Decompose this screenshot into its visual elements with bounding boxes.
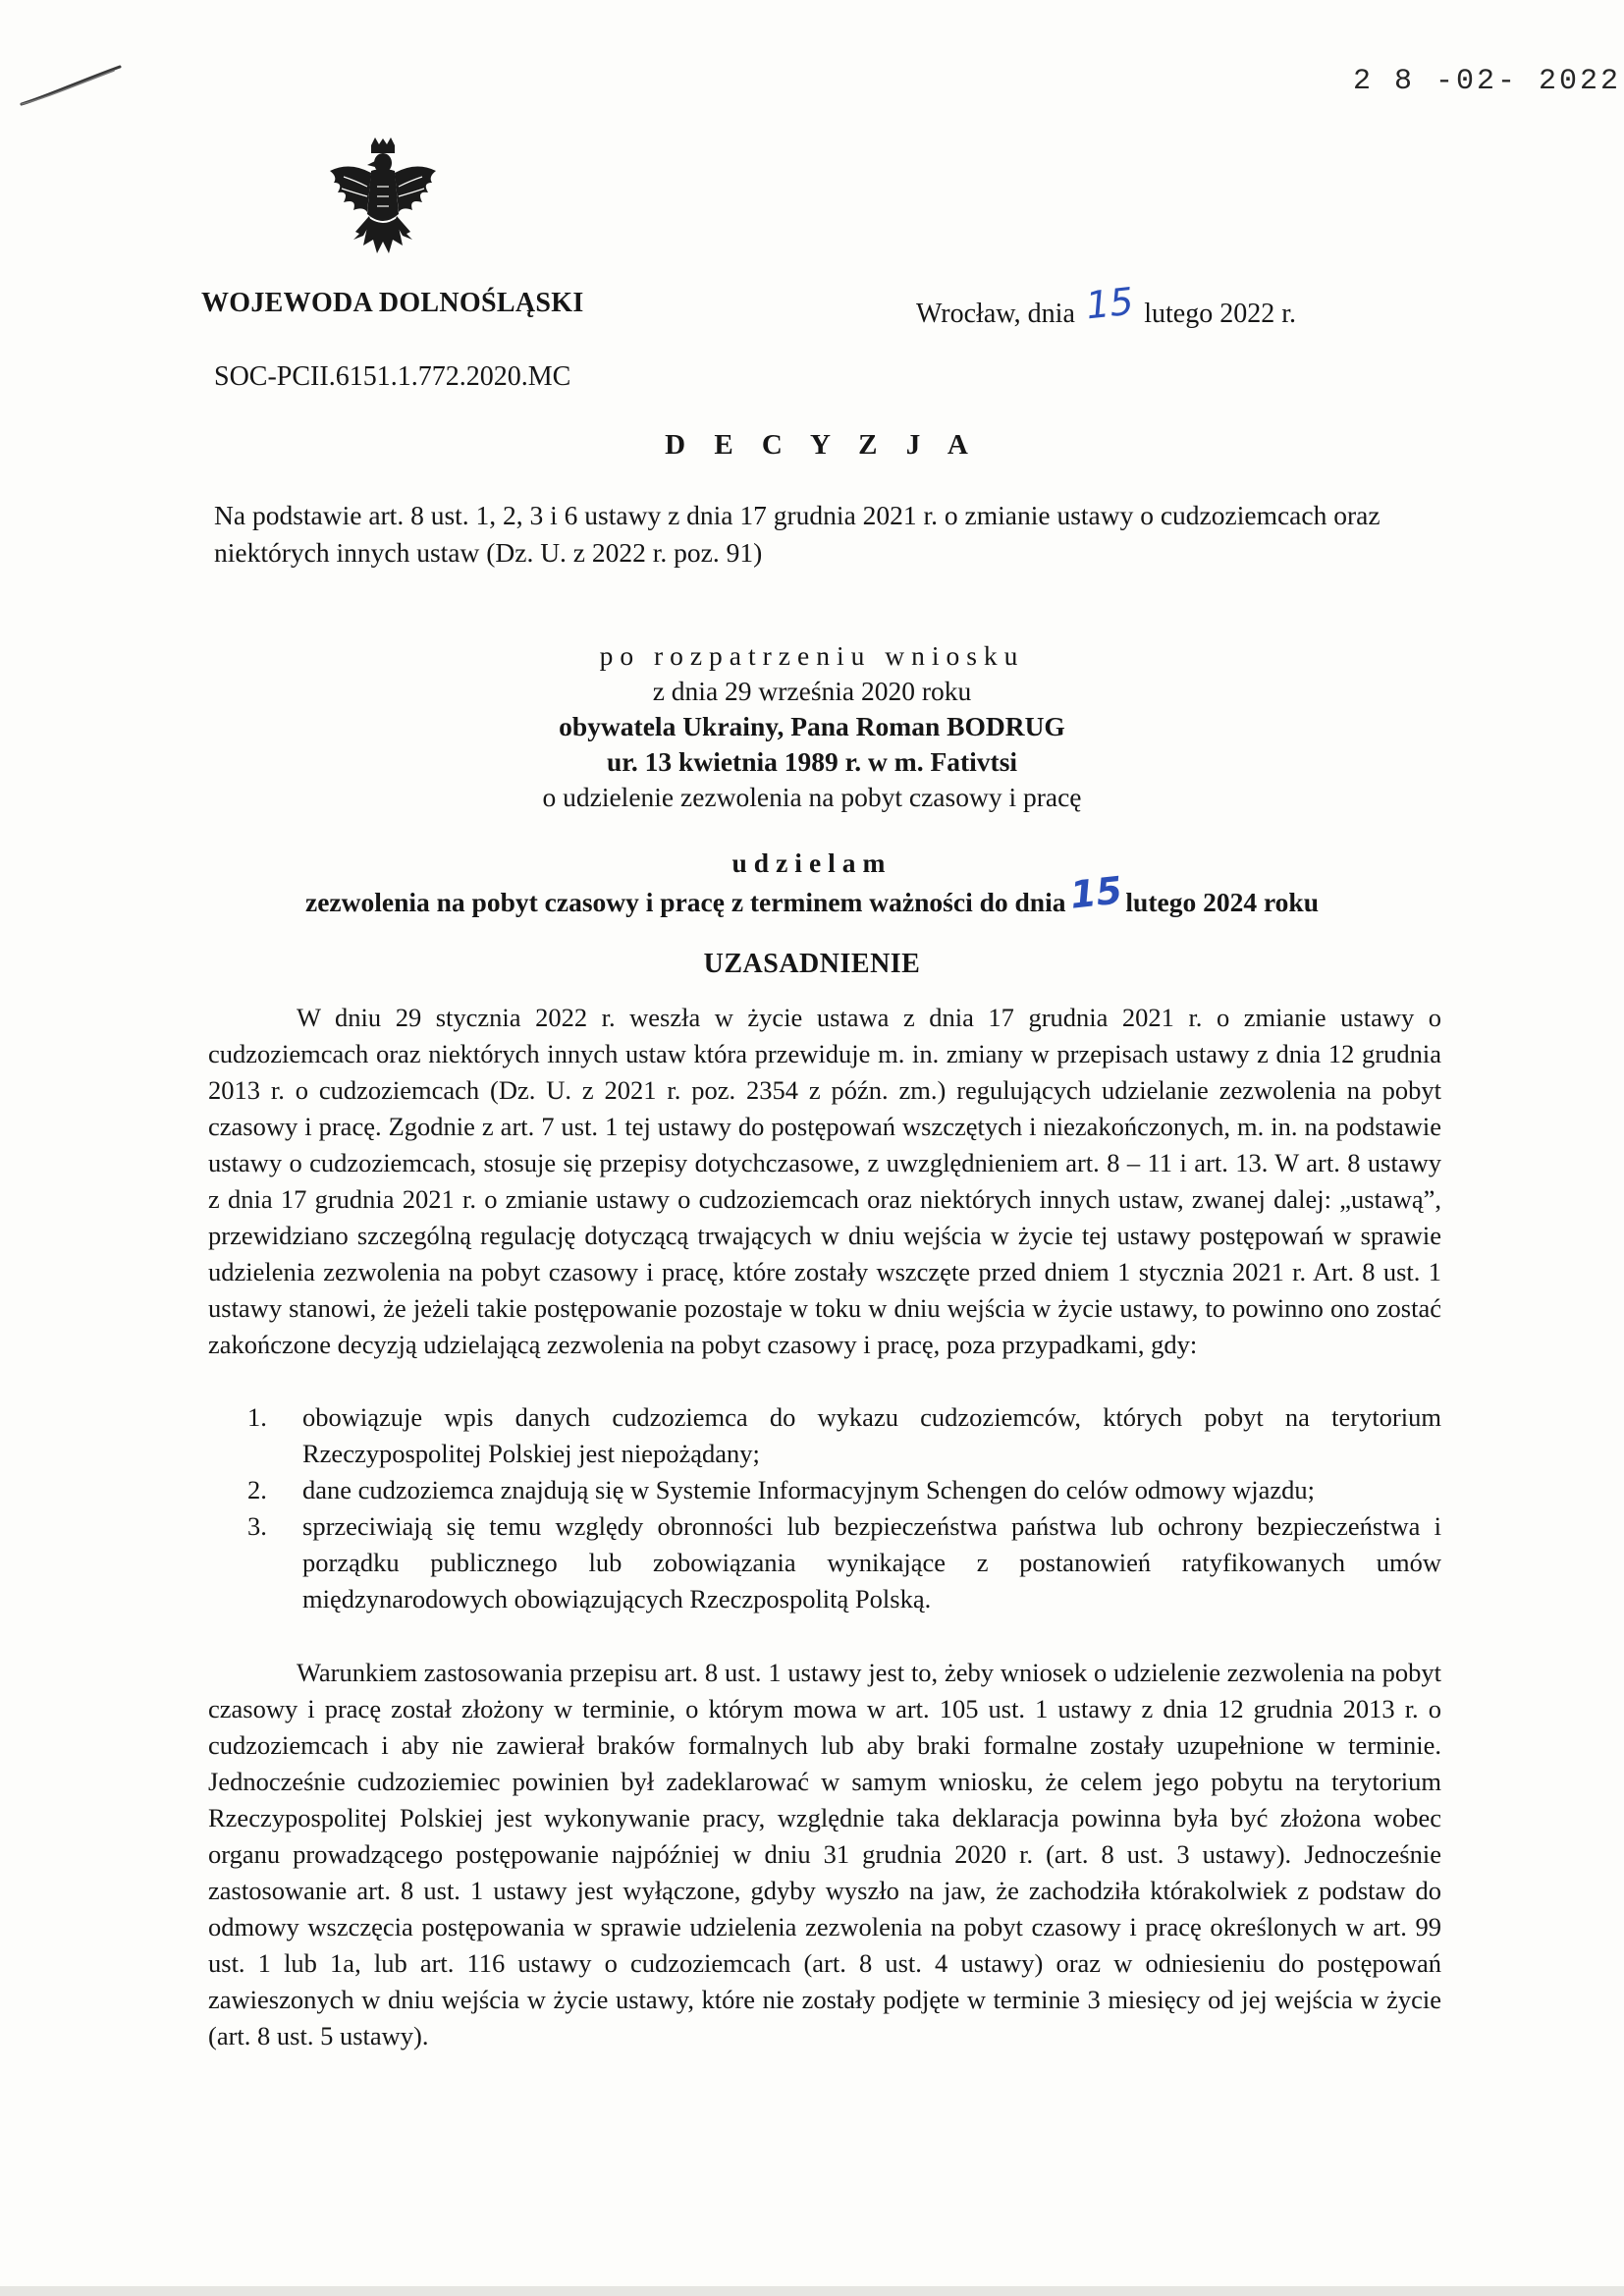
list-item-number: 1. <box>247 1402 267 1432</box>
justification-paragraph-1: W dniu 29 stycznia 2022 r. weszła w życie ustawa z dnia 17 grudnia 2021 r. o zmianie ustawy o cudzoziemcach oraz niektórych innych ustaw która przewiduje m. in. zmiany w przepisach ustawy z dnia 12 grudnia 2013 r. o cudzoziemcach (Dz. U. z 2021 r. poz. 2354 z późn. zm.) regulujących udzielanie zezwolenia na pobyt czasowy i pracę. Zgodnie z art. 7 ust. 1 tej ustawy do postępowań wszczętych i niezakończonych, m. in. na podstawie ustawy o cudzoziemcach, stosuje się przepisy dotychczasowe, z uwzględnieniem art. 8 – 11 i art. 13. W art. 8 ustawy z dnia 17 grudnia 2021 r. o zmianie ustawy o cudzoziemcach oraz niektórych innych ustaw, zwanej dalej: „ustawą”, przewidziano szczególną regulację dotyczącą trwających w dniu wejścia w życie tej ustawy postępowań w sprawie udzielenia zezwolenia na pobyt czasowy i pracę, które zostały wszczęte przed dniem 1 stycznia 2021 r. Art. 8 ust. 1 ustawy stanowi, że jeżeli takie postępowanie pozostaje w toku w dniu wejścia w życie ustawy, to powinno ono zostać zakończone decyzją udzielającą zezwolenia na pobyt czasowy i pracę, poza przypadkami, gdy: <box>208 1003 1441 1359</box>
application-block <box>0 638 1624 815</box>
eagle-emblem-icon <box>324 137 442 275</box>
received-stamp-date: 2 8 -02- 2022 <box>1353 65 1622 98</box>
list-item-text: sprzeciwiają się temu względy obronności lub bezpieczeństwa państwa lub ochrony bezpieczeństwa i porządku publicznego lub zobowiązania wynikające z postanowień ratyfikowanych umów międzynarodowych obowiązujących Rzeczpospolitą Polską. <box>302 1511 1441 1613</box>
justification-paragraph-2: Warunkiem zastosowania przepisu art. 8 ust. 1 ustawy jest to, żeby wniosek o udzielenie zezwolenia na pobyt czasowy i pracę został złożony w terminie, o którym mowa w art. 105 ust. 1 ustawy z dnia 12 grudnia 2013 r. o cudzoziemcach i aby nie zawierał braków formalnych lub aby braki formalne zostały uzupełnione w terminie. Jednocześnie cudzoziemiec powinien był zadeklarować w samym wniosku, że celem jego pobytu na terytorium Rzeczypospolitej Polskiej jest wykonywanie pracy, względnie taka deklaracja powinna była być złożona wobec organu prowadzącego postępowanie najpóźniej w dniu 31 grudnia 2020 r. (art. 8 ust. 3 ustawy). Jednocześnie zastosowanie art. 8 ust. 1 ustawy jest wyłączone, gdyby wyszło na jaw, że zachodziła którakolwiek z podstaw do odmowy wszczęcia postępowania w sprawie udzielenia zezwolenia na pobyt czasowy i pracę określonych w art. 99 ust. 1 lub 1a, lub art. 116 ustawy o cudzoziemcach (art. 8 ust. 4 ustawy) oraz w odniesieniu do postępowań zawieszonych w dniu wejścia w życie ustawy, które nie zostały podjęte w terminie 3 miesięcy od jej wejścia w życie (art. 8 ust. 5 ustawy). <box>208 1658 1441 2050</box>
place-date <box>916 279 1296 331</box>
list-item <box>208 1508 1441 1617</box>
place-date-suffix: lutego 2022 r. <box>1144 299 1296 329</box>
decision-title: D E C Y Z J A <box>665 429 979 461</box>
list-item <box>208 1472 1441 1508</box>
list-item-number: 3. <box>247 1511 267 1541</box>
applicant-name: obywatela Ukrainy, Pana Roman BODRUG <box>559 711 1065 741</box>
list-item-text: obowiązuje wpis danych cudzoziemca do wykazu cudzoziemców, których pobyt na terytorium Rzeczypospolitej Polskiej jest niepożądany; <box>302 1402 1441 1468</box>
list-item-number: 2. <box>247 1475 267 1504</box>
grant-statement <box>0 868 1624 920</box>
grant-block <box>0 845 1624 920</box>
handwritten-expiry-day: 15 <box>1067 868 1124 917</box>
grant-prefix: zezwolenia na pobyt czasowy i pracę z terminem ważności do dnia <box>305 887 1066 917</box>
place-date-prefix: Wrocław, dnia <box>916 299 1075 329</box>
pen-stroke-mark <box>18 61 126 110</box>
list-item-text: dane cudzoziemca znajdują się w Systemie Informacyjnym Schengen do celów odmowy wjazdu; <box>302 1475 1315 1504</box>
legal-basis: Na podstawie art. 8 ust. 1, 2, 3 i 6 ustawy z dnia 17 grudnia 2021 r. o zmianie ustawy o cudzoziemcach oraz niektórych innych ustaw (Dz. U. z 2022 r. poz. 91) <box>214 500 1380 568</box>
application-date: z dnia 29 września 2020 roku <box>652 676 972 706</box>
grant-word: udzielam <box>731 847 893 878</box>
application-subject: o udzielenie zezwolenia na pobyt czasowy i pracę <box>542 782 1082 812</box>
case-reference: SOC-PCII.6151.1.772.2020.MC <box>214 361 571 392</box>
exception-list <box>208 1399 1441 1617</box>
grant-suffix: lutego 2024 roku <box>1125 887 1319 917</box>
justification-title: UZASADNIENIE <box>703 949 921 979</box>
applicant-birth: ur. 13 kwietnia 1989 r. w m. Fativtsi <box>606 746 1018 777</box>
list-item <box>208 1399 1441 1472</box>
authority-name: WOJEWODA DOLNOŚLĄSKI <box>201 288 584 318</box>
scan-edge <box>0 2286 1624 2296</box>
handwritten-day: 15 <box>1083 279 1136 328</box>
review-line: po rozpatrzeniu wniosku <box>599 640 1025 671</box>
